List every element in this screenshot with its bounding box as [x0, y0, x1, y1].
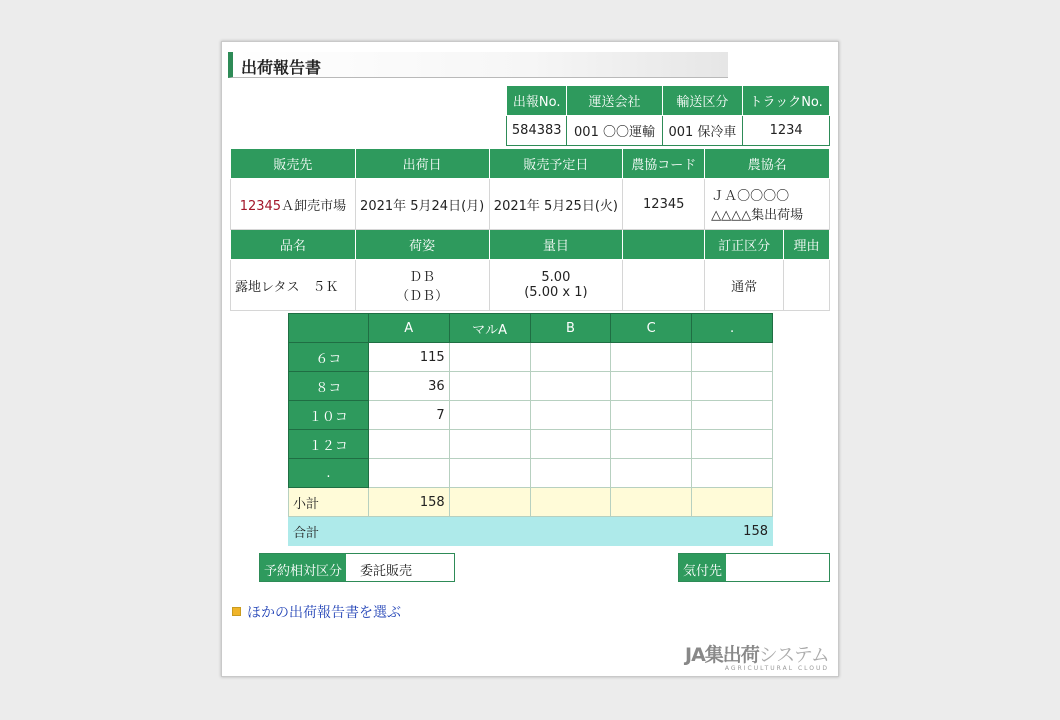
subtotal-cell	[449, 488, 530, 517]
subtotal-cell: 158	[368, 488, 449, 517]
quantity-line2: (5.00 x 1)	[524, 285, 588, 300]
grid-col-maru-a: マルA	[449, 314, 530, 343]
value-coop-code: 12345	[623, 179, 705, 230]
total-row	[289, 517, 773, 546]
header-truck-no: トラックNo.	[743, 86, 830, 116]
total-label: 合計	[289, 517, 692, 546]
subtotal-cell	[692, 488, 773, 517]
grid-cell	[692, 401, 773, 430]
header-carrier: 運送会社	[567, 86, 662, 116]
grid-cell	[692, 372, 773, 401]
attention-label: 気付先	[679, 554, 726, 581]
value-seller	[231, 179, 356, 230]
subtotal-row	[289, 488, 773, 517]
grid-corner	[289, 314, 369, 343]
attention-field	[678, 553, 830, 582]
value-item: 露地レタス ５Ｋ	[231, 260, 356, 311]
value-quantity	[489, 260, 623, 311]
grid-row-label: １０コ	[289, 401, 369, 430]
grid-row-label: ６コ	[289, 343, 369, 372]
grid-cell	[449, 343, 530, 372]
value-report-no: 584383	[507, 116, 567, 146]
grid-cell	[449, 372, 530, 401]
header-coop-name: 農協名	[705, 149, 830, 179]
grid-cell	[611, 401, 692, 430]
packing-line1: ＤＢ	[409, 270, 436, 285]
logo-title	[685, 640, 835, 667]
grid-cell	[530, 459, 611, 488]
page-title: 出荷報告書	[241, 58, 322, 77]
value-packing	[355, 260, 489, 311]
grid-cell	[368, 459, 449, 488]
value-truck-no: 1234	[743, 116, 830, 146]
grid-row	[289, 459, 773, 488]
grid-col-dot: .	[692, 314, 773, 343]
grid-cell	[530, 343, 611, 372]
packing-line2: （ＤＢ）	[396, 289, 449, 304]
reservation-label: 予約相対区分	[260, 554, 346, 581]
grid-cell	[692, 459, 773, 488]
grid-cell	[611, 372, 692, 401]
shipment-header-table	[506, 85, 830, 146]
value-reason	[784, 260, 830, 311]
coop-name-line1: ＪＡ〇〇〇〇	[711, 189, 790, 204]
total-value: 158	[692, 517, 773, 546]
grade-size-grid	[288, 313, 773, 546]
quantity-line1: 5.00	[541, 270, 571, 285]
grid-cell	[530, 372, 611, 401]
select-other-report-text: ほかの出荷報告書を選ぶ	[247, 605, 401, 621]
grid-row-label: .	[289, 459, 369, 488]
header-ship-date: 出荷日	[355, 149, 489, 179]
header-quantity: 量目	[489, 230, 623, 260]
seller-code: 12345	[239, 198, 282, 214]
grid-row	[289, 430, 773, 459]
system-logo	[685, 640, 835, 670]
grid-cell: 36	[368, 372, 449, 401]
grid-cell: 7	[368, 401, 449, 430]
header-reason: 理由	[784, 230, 830, 260]
header-packing: 荷姿	[355, 230, 489, 260]
grid-cell	[530, 430, 611, 459]
reservation-value: 委託販売	[360, 564, 413, 579]
report-panel	[221, 41, 839, 677]
seller-name: Ａ卸売市場	[281, 198, 347, 214]
logo-title-part2: システム	[758, 644, 829, 666]
grid-col-c: C	[611, 314, 692, 343]
header-item: 品名	[231, 230, 356, 260]
grid-cell	[449, 459, 530, 488]
grid-row	[289, 343, 773, 372]
value-blank	[623, 260, 705, 311]
grid-cell	[368, 430, 449, 459]
subtotal-label: 小計	[289, 488, 369, 517]
grid-cell	[611, 343, 692, 372]
value-coop-name	[705, 179, 830, 230]
value-carrier: 001 〇〇運輸	[567, 116, 662, 146]
grid-row	[289, 401, 773, 430]
header-transport-type: 輸送区分	[662, 86, 743, 116]
grid-row-label: ８コ	[289, 372, 369, 401]
value-sale-date: 2021年 5月25日(火)	[489, 179, 623, 230]
grid-cell: 115	[368, 343, 449, 372]
bullet-icon	[232, 607, 241, 616]
grid-cell	[611, 459, 692, 488]
header-coop-code: 農協コード	[623, 149, 705, 179]
grid-cell	[692, 430, 773, 459]
coop-name-line2: △△△△集出荷場	[711, 208, 804, 223]
page-title-bar	[228, 52, 728, 78]
logo-title-part1: JA集出荷	[685, 644, 759, 666]
shipment-detail-table	[230, 148, 830, 311]
grid-header-row	[289, 314, 773, 343]
header-report-no: 出報No.	[507, 86, 567, 116]
reservation-field	[259, 553, 455, 582]
value-correction: 通常	[705, 260, 784, 311]
header-blank	[623, 230, 705, 260]
grid-row	[289, 372, 773, 401]
grid-col-b: B	[530, 314, 611, 343]
value-ship-date: 2021年 5月24日(月)	[355, 179, 489, 230]
select-other-report-link[interactable]	[232, 602, 401, 622]
grid-cell	[530, 401, 611, 430]
grid-cell	[449, 401, 530, 430]
header-seller: 販売先	[231, 149, 356, 179]
grid-row-label: １２コ	[289, 430, 369, 459]
grid-cell	[692, 343, 773, 372]
logo-subtitle: AGRICULTURAL CLOUD	[724, 665, 829, 672]
grid-cell	[449, 430, 530, 459]
subtotal-cell	[611, 488, 692, 517]
header-correction: 訂正区分	[705, 230, 784, 260]
header-sale-date: 販売予定日	[489, 149, 623, 179]
subtotal-cell	[530, 488, 611, 517]
grid-col-a: A	[368, 314, 449, 343]
value-transport-type: 001 保冷車	[662, 116, 743, 146]
grid-cell	[611, 430, 692, 459]
